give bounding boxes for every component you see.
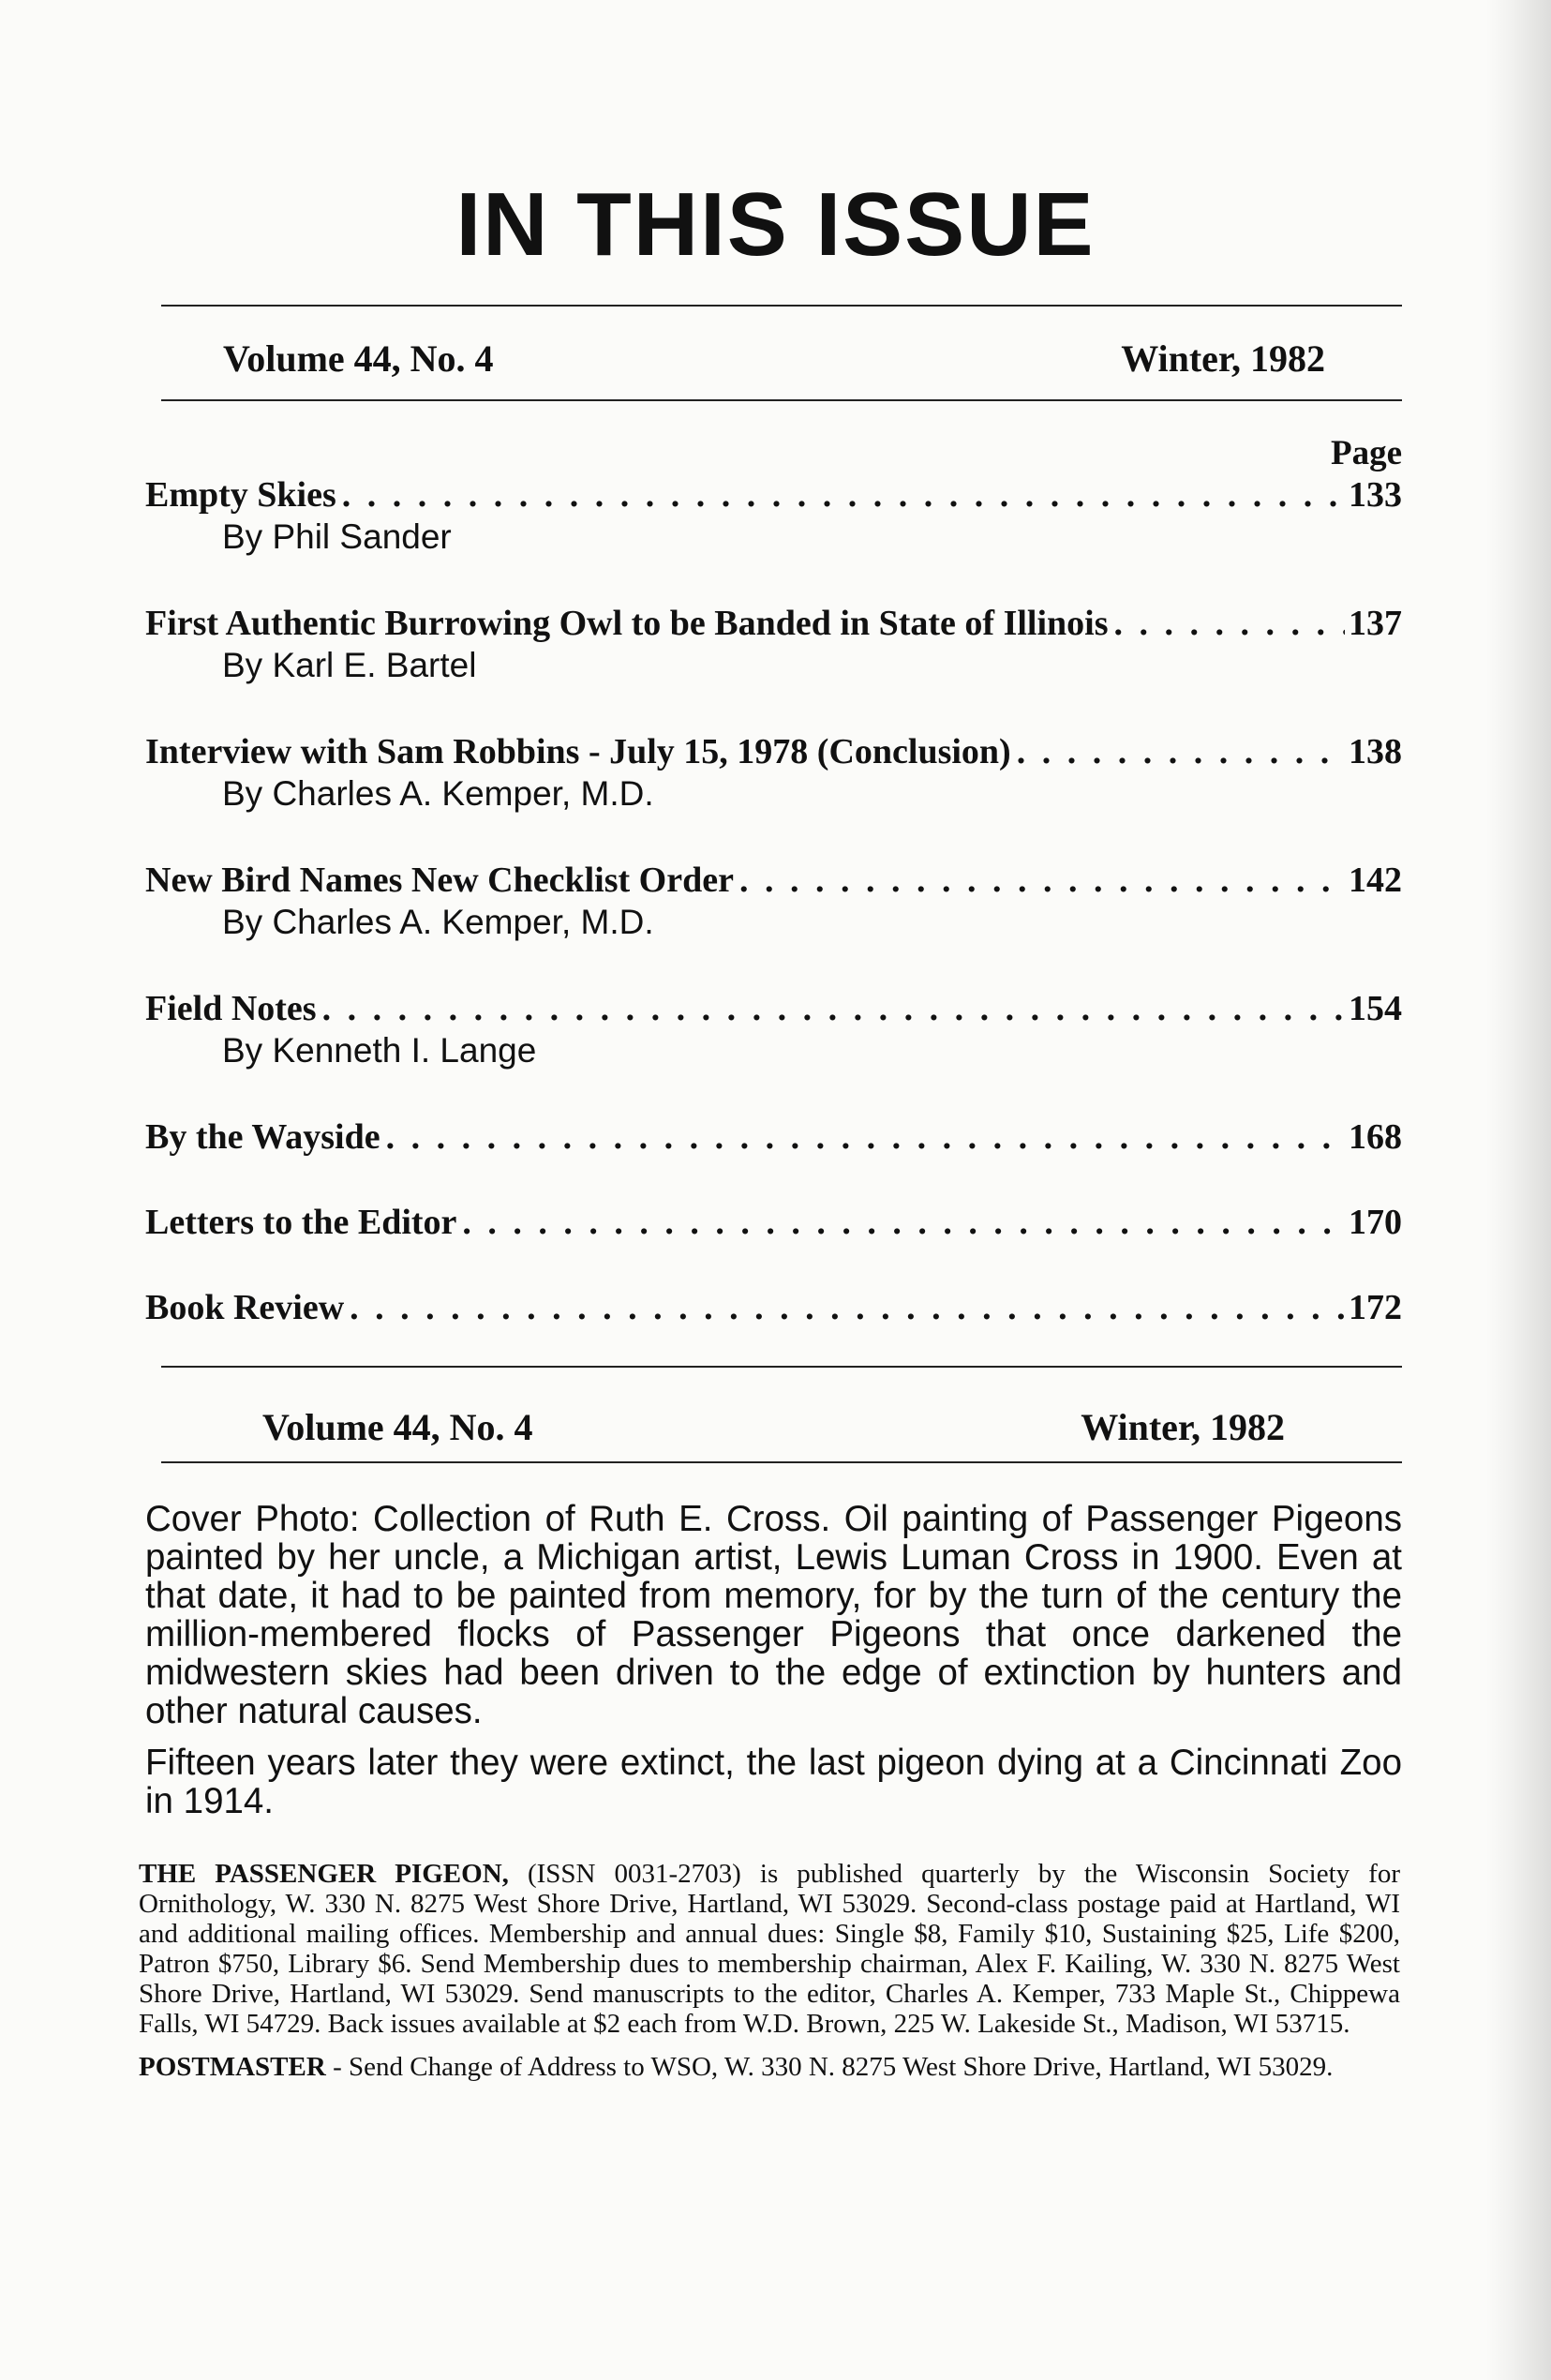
article-author: By Phil Sander [222, 517, 452, 556]
dot-leader [350, 1286, 1345, 1329]
toc-entry[interactable] [145, 473, 1402, 602]
dot-leader [322, 987, 1345, 1030]
toc-entry[interactable] [145, 1286, 1402, 1371]
publication-details: (ISSN 0031-2703) is published quarterly by the Wisconsin Society for Ornithology, W. 330 N. 8275 West Shore Drive, Hartland, WI 53029. Second-class postage paid at Hartland, WI and additional mailing offices. Membership and annual dues: Single $8, Family $10, Sustaining $25, Life $200, Patron $750, Library $6. Send Membership dues to membership chairman, Alex F. Kailing, W. 330 N. 8275 West Shore Drive, Hartland, WI 53029. Send manuscripts to the editor, Charles A. Kemper, 733 Maple St., Chippewa Falls, WI 54729. Back issues available at $2 each from W.D. Brown, 225 W. Lakeside St., Madison, WI 53715. [139, 1859, 1400, 2039]
article-author: By Charles A. Kemper, M.D. [222, 903, 654, 941]
article-author: By Karl E. Bartel [222, 646, 477, 684]
divider-rule [161, 1461, 1402, 1463]
volume-number: Volume 44, No. 4 [262, 1406, 533, 1448]
divider-rule [161, 1366, 1402, 1368]
page-number: 138 [1349, 732, 1402, 771]
cover-photo-note [145, 1500, 1402, 1834]
page-number: 133 [1349, 475, 1402, 515]
article-title: Letters to the Editor [145, 1203, 457, 1242]
article-author: By Charles A. Kemper, M.D. [222, 774, 654, 813]
page-column-heading: Page [1330, 434, 1402, 472]
table-of-contents [145, 473, 1402, 1371]
article-title: New Bird Names New Checklist Order [145, 861, 734, 900]
publisher-statement [139, 1859, 1400, 2039]
page-number: 168 [1349, 1117, 1402, 1157]
page-edge-shadow [1485, 0, 1551, 2380]
article-author: By Kenneth I. Lange [222, 1031, 537, 1070]
article-title: Interview with Sam Robbins - July 15, 1978 (Conclusion) [145, 732, 1011, 771]
article-title: Empty Skies [145, 475, 336, 515]
publication-info [139, 1859, 1400, 2095]
issue-season: Winter, 1982 [1121, 337, 1325, 380]
dot-leader [739, 859, 1345, 902]
postmaster-notice [139, 2052, 1400, 2082]
article-title: First Authentic Burrowing Owl to be Banded in State of Illinois [145, 604, 1109, 643]
page-number: 142 [1349, 861, 1402, 900]
postmaster-label: POSTMASTER [139, 2052, 326, 2082]
dot-leader [1017, 730, 1345, 773]
page-number: 170 [1349, 1203, 1402, 1242]
divider-rule [161, 305, 1402, 307]
volume-number: Volume 44, No. 4 [223, 337, 494, 380]
page-number: 172 [1349, 1288, 1402, 1327]
article-title: By the Wayside [145, 1117, 380, 1157]
article-title: Field Notes [145, 989, 317, 1028]
page-title: IN THIS ISSUE [455, 174, 1096, 276]
page-number: 154 [1349, 989, 1402, 1028]
issue-season: Winter, 1982 [1081, 1406, 1285, 1448]
dot-leader [1114, 602, 1345, 645]
dot-leader [342, 473, 1345, 516]
page-number: 137 [1349, 604, 1402, 643]
toc-entry[interactable] [145, 859, 1402, 987]
issue-info-top [223, 337, 1325, 380]
dot-leader [462, 1201, 1345, 1244]
divider-rule [161, 399, 1402, 401]
dot-leader [386, 1115, 1345, 1159]
publication-name: THE PASSENGER PIGEON, [139, 1859, 509, 1889]
issue-info-bottom [262, 1406, 1285, 1448]
toc-entry[interactable] [145, 1201, 1402, 1286]
toc-entry[interactable] [145, 730, 1402, 859]
cover-paragraph: Cover Photo: Collection of Ruth E. Cross. Oil painting of Passenger Pigeons painted by her uncle, a Michigan artist, Lewis Luman Cross in 1900. Even at that date, it had to be painted from memory, for by the turn of the century the million-membered flocks of Passenger Pigeons that once darkened the midwestern skies had been driven to the edge of extinction by hunters and other natural causes. [145, 1499, 1402, 1731]
toc-entry[interactable] [145, 602, 1402, 730]
toc-entry[interactable] [145, 987, 1402, 1115]
article-title: Book Review [145, 1288, 345, 1327]
toc-entry[interactable] [145, 1115, 1402, 1201]
postmaster-text: - Send Change of Address to WSO, W. 330 N. 8275 West Shore Drive, Hartland, WI 53029. [333, 2052, 1334, 2082]
cover-paragraph: Fifteen years later they were extinct, the last pigeon dying at a Cincinnati Zoo in 1914. [145, 1743, 1402, 1821]
